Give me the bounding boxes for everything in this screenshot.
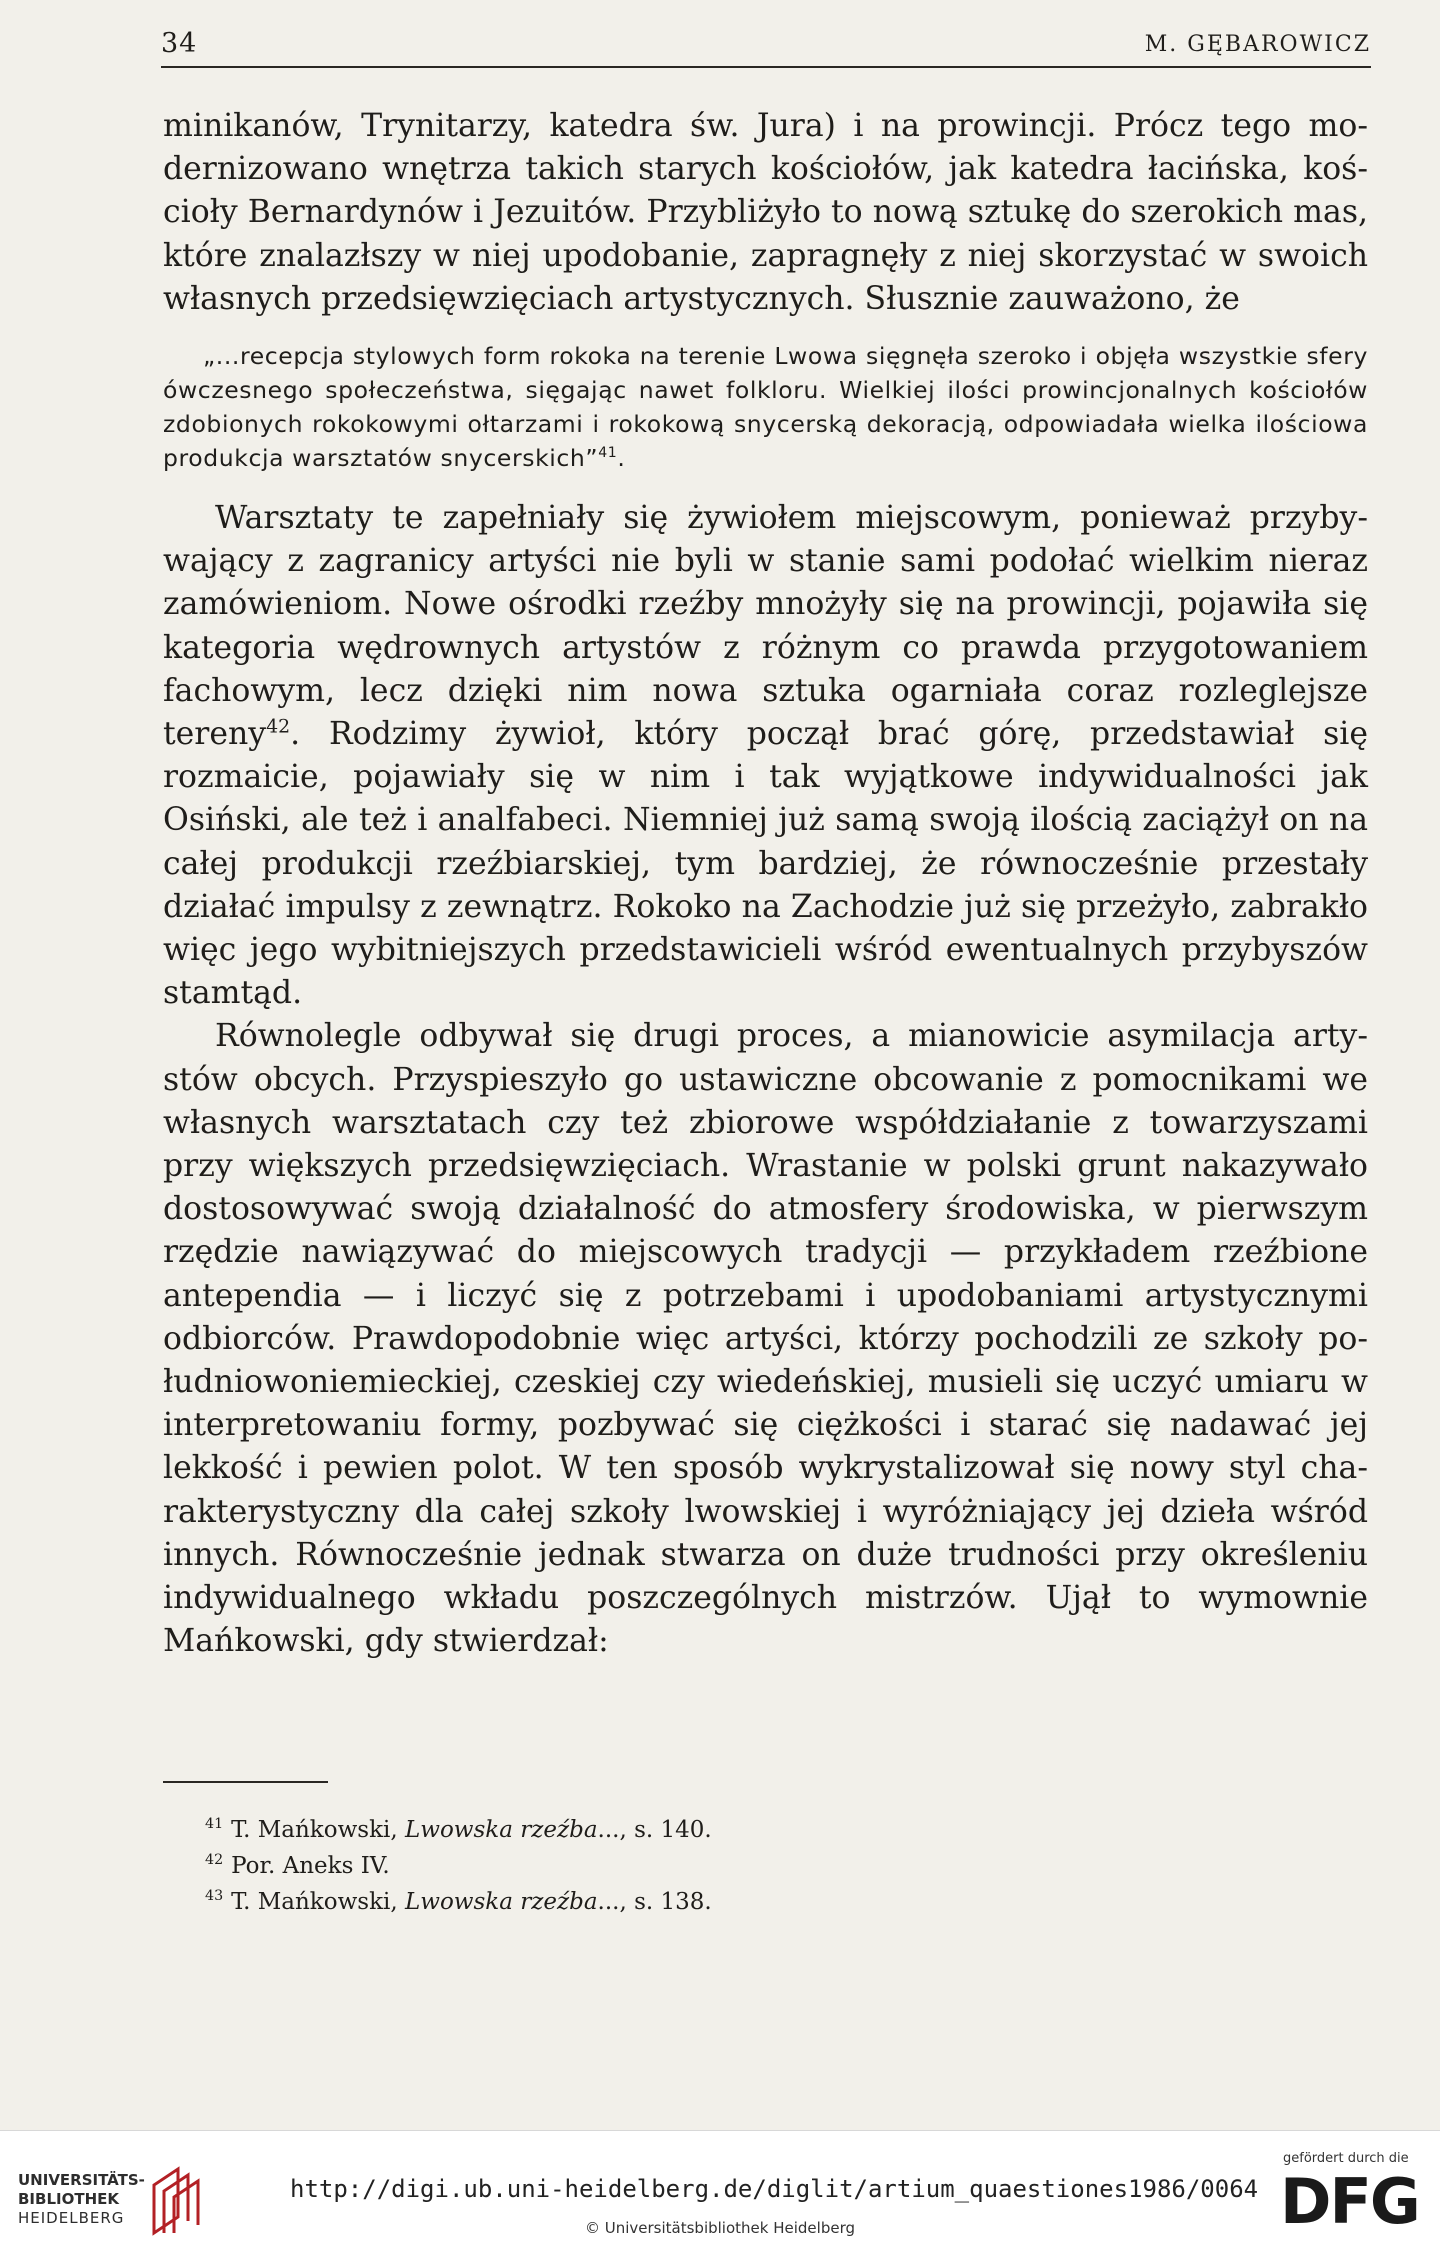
footnote-number: 42	[205, 1852, 224, 1869]
paragraph-2-part-b: . Rodzimy żywioł, który począł brać górę, przedstawiał się rozmaicie, pojawiały się w nim i tak wyjątkowe indywidualności jak Osiński, ale też i analfabeci. Niemniej już samą swoją ilością zaciążył on na całej produkcji rzeźbiarskiej, tym bardziej, że równocześnie przestały działać impulsy z zewnątrz. Rokoko na Zachodzie już się przeżyło, zabrakło więc jego wybitniejszych przedstawicieli wśród ewentualnych przybyszów stamtąd.	[163, 716, 1368, 1012]
footnote-42	[205, 1848, 1305, 1884]
footnote-author: T. Mańkowski,	[231, 1817, 405, 1843]
logo-line-3: HEIDELBERG	[18, 2209, 125, 2227]
footnote-rest: ..., s. 138.	[597, 1889, 712, 1915]
footnote-title: Lwowska rzeźba	[405, 1817, 598, 1843]
body-text	[163, 105, 1368, 1664]
running-head: M. GĘBAROWICZ	[1144, 32, 1371, 57]
permalink-url[interactable]: http://digi.ub.uni-heidelberg.de/diglit/artium_quaestiones1986/0064	[290, 2175, 1259, 2203]
quote-text: „...recepcja stylowych form rokoka na terenie Lwowa sięgnęła szeroko i objęła wszystkie sfery ówczesnego społeczeństwa, sięgając nawet folkloru. Wielkiej ilości prowincjonalnych kościołów zdobionych rokokowymi ołtarzami i rokokową snycerską dekoracją, odpowiadała wielka ilościowa produkcja warsztatów snycerskich”	[163, 342, 1368, 473]
footnote-title: Lwowska rzeźba	[405, 1889, 598, 1915]
paragraph-2	[163, 497, 1368, 1015]
viewer-footer	[0, 2130, 1440, 2243]
logo-line-1: UNIVERSITÄTS-	[18, 2171, 145, 2189]
footnote-rule	[163, 1781, 328, 1783]
copyright-notice: © Universitätsbibliothek Heidelberg	[584, 2219, 855, 2237]
footnote-number: 41	[205, 1816, 224, 1833]
footnotes	[205, 1812, 1305, 1920]
footnote-ref-42[interactable]: 42	[266, 715, 291, 738]
footnote-rest: ..., s. 140.	[597, 1817, 712, 1843]
block-quote: „...recepcja stylowych form rokoka na terenie Lwowa sięgnęła szeroko i objęła wszystkie sfery ówczesnego społeczeństwa, sięgając nawet folkloru. Wielkiej ilości prowincjonalnych kościołów zdobionych rokokowymi ołtarzami i rokokową snycerską dekoracją, odpowiadała wielka ilościowa produkcja warsztatów snycerskich”$^{41}$.	[163, 342, 1368, 473]
header-rule	[161, 66, 1371, 68]
footnote-text: Por. Aneks IV.	[231, 1853, 390, 1879]
page-number: 34	[161, 28, 198, 59]
logo-line-2: BIBLIOTHEK	[18, 2190, 119, 2208]
paragraph-2-part-a: Warsztaty te zapełniały się żywiołem miejscowym, ponieważ przybywający z zagranicy artyści nie byli w stanie sami podołać wielkim nieraz zamówieniom. Nowe ośrodki rzeźby mnożyły się na prowincji, pojawiła się kategoria wędrownych artystów z różnym co prawda przygotowaniem fachowym, lecz dzięki nim nowa sztuka ogarniała coraz rozleglejsze tereny	[163, 500, 1368, 753]
footnote-41	[205, 1812, 1305, 1848]
paragraph-1: minikanów, Trynitarzy, katedra św. Jura) i na prowincji. Prócz tego modernizowano wnętrza takich starych kościołów, jak katedra łacińska, kościoły Bernardynów i Jezuitów. Przybliżyło to nową sztukę do szerokich mas, które znalazłszy w niej upodobanie, zapragnęły z niej skorzystać w swoich własnych przedsięwzięciach artystycznych. Słusznie zauważono, że	[163, 108, 1368, 317]
paragraph-3: Równolegle odbywał się drugi proces, a mianowicie asymilacja artystów obcych. Przyspieszyło go ustawiczne obcowanie z pomocnikami we własnych warsztatach czy też zbiorowe współdziałanie z towarzyszami przy większych przedsięwzięciach. Wrastanie w polski grunt nakazywało dostosowywać swoją działalność do atmosfery środowiska, w pierwszym rzędzie nawiązywać do miejscowych tradycji — przykładem rzeźbione antependia — i liczyć się z potrzebami i upodobaniami artystycznymi odbiorców. Prawdopodobnie więc artyści, którzy pochodzili ze szkoły południowoniemieckiej, czeskiej czy wiedeńskiej, musieli się uczyć umiaru w interpretowaniu formy, pozbywać się ciężkości i starać się nadawać jej lekkość i pewien polot. W ten sposób wykrystalizował się nowy styl charakterystyczny dla całej szkoły lwowskiej i wyróżniający jej dzieła wśród innych. Równocześnie jednak stwarza on duże trudności przy określeniu indywidualnego wkładu poszczególnych mistrzów. Ujął to wymownie Mańkowski, gdy stwierdzał:	[163, 1018, 1368, 1660]
footnote-author: T. Mańkowski,	[231, 1889, 405, 1915]
dfg-logo[interactable]: DFG	[1280, 2165, 1419, 2238]
footnote-ref-41[interactable]: 41	[598, 445, 618, 462]
footnote-43	[205, 1884, 1305, 1920]
page-header	[161, 28, 1371, 68]
funding-note: gefördert durch die	[1283, 2151, 1409, 2166]
footnote-number: 43	[205, 1888, 224, 1905]
